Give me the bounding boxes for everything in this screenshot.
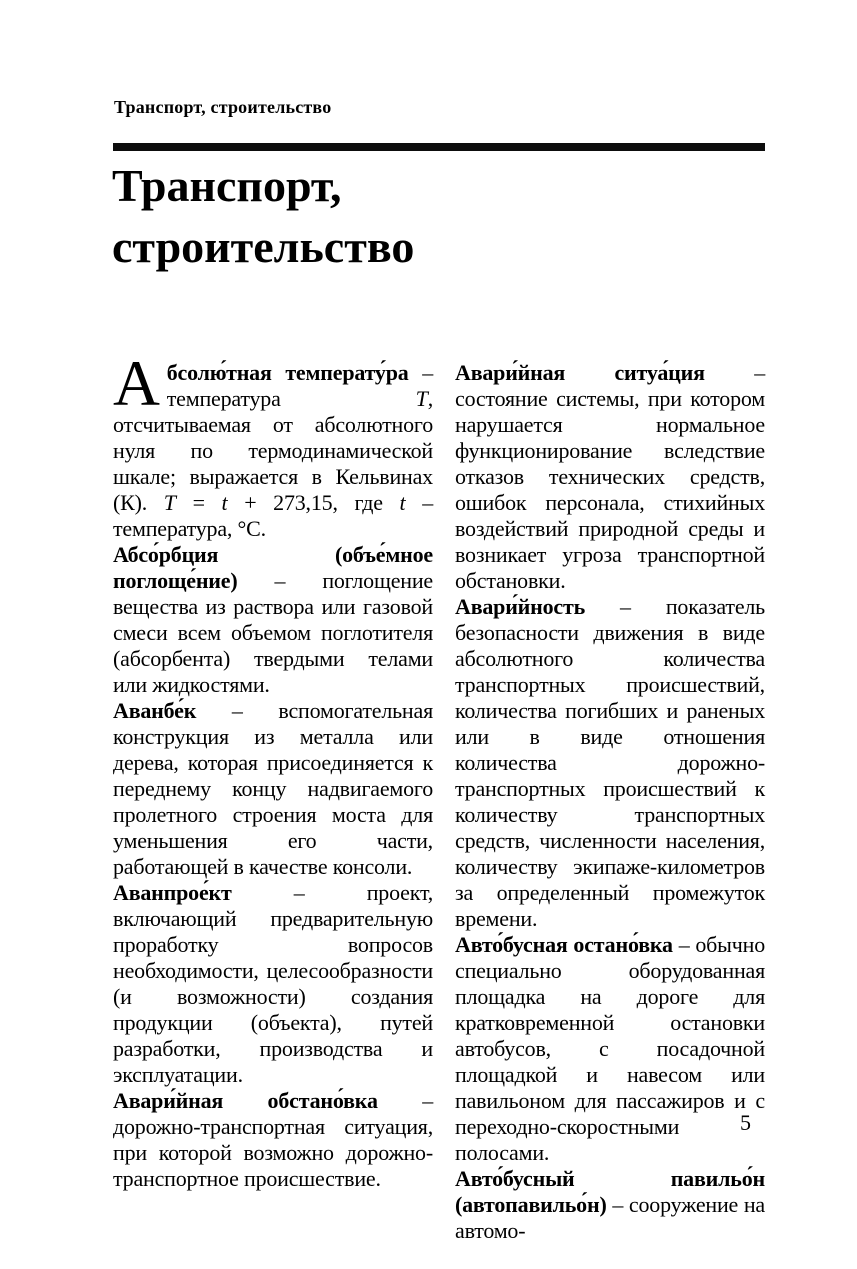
drop-cap: А <box>113 348 160 420</box>
entry-definition: проект, включающий предварительную проработку вопросов необходимости, целесообразности (и возможности) создания продукции (объекта), путей разработки, производства и эксплуатации. <box>113 880 433 1087</box>
dictionary-columns <box>113 348 765 1244</box>
entry-term: Авто́бусная остано́вка <box>455 932 673 957</box>
column-left <box>113 348 433 1244</box>
entry-term: Авари́йность <box>455 594 586 619</box>
entry-definition: вспомогательная конструкция из металла или дерева, которая присоединяется к переднему концу надвигаемого пролетного строения моста для уменьшения его части, работающей в качестве консоли. <box>113 698 433 879</box>
entry-definition: сооружение на автомо- <box>455 1192 765 1243</box>
dictionary-entry: Абсо́рбция (объе́мное поглоще́ние) – поглощение вещества из раствора или газовой смеси всем объемом поглотителя (абсорбента) твердыми телами или жидкостями. <box>113 542 433 697</box>
dictionary-entry: Аванбе́к – вспомогательная конструкция из металла или дерева, которая присоединяется к переднему концу надвигаемого пролетного строения моста для уменьшения его части, работающей в качестве консоли. <box>113 698 433 879</box>
entry-term: Авто́бусный павильо́н (автопавильо́н) <box>455 1166 765 1217</box>
column-right <box>455 360 765 1244</box>
dictionary-entry: Авто́бусная остано́вка – обычно специально оборудованная площадка на дороге для кратковременной остановки автобусов, с посадочной площадкой и навесом или павильоном для пассажиров и с переходно-скоростными полосами. <box>455 932 765 1165</box>
entry-definition: поглощение вещества из раствора или газовой смеси всем объемом поглотителя (абсорбента) твердыми телами или жидкостями. <box>113 568 433 697</box>
page-title-line-1: Транспорт, <box>112 160 342 211</box>
running-head: Транспорт, строительство <box>114 97 332 117</box>
entry-term: Абсо́рбция (объе́мное поглоще́ние) <box>113 542 433 593</box>
entry-definition: обычно специально оборудованная площадка на дороге для кратковременной остановки автобусов, с посадочной площадкой и навесом или павильоном для пассажиров и с переходно-скоростными полосами. <box>455 932 765 1165</box>
entry-definition: состояние системы, при котором нарушается нормальное функционирование вследствие отказов технических средств, ошибок персонала, стихийных воздействий природной среды и возникает угроза транспортной обстановки. <box>455 386 765 593</box>
dictionary-entry: Абсолю́тная температу́ра – температура T, отсчитываемая от абсолютного нуля по термодинамической шкале; выражается в Кельвинах (К). T = t + 273,15, где t – температура, °С. <box>113 348 433 541</box>
entry-term: Аванбе́к <box>113 698 197 723</box>
page-title-line-2: строительство <box>112 221 415 272</box>
dictionary-entry: Авари́йная ситуа́ция – состояние системы, при котором нарушается нормальное функционирование вследствие отказов технических средств, ошибок персонала, стихийных воздействий природной среды и возникает угроза транспортной обстановки. <box>455 360 765 593</box>
entry-definition: дорожно-транспортная ситуация, при которой возможно дорожно-транспортное происшествие. <box>113 1114 433 1191</box>
entry-term: бсолю́тная температу́ра <box>166 360 409 385</box>
section-divider <box>113 143 765 151</box>
page-number: 5 <box>740 1110 751 1135</box>
page-title <box>112 155 414 277</box>
dictionary-entry: Авари́йная обстано́вка – дорожно-транспортная ситуация, при которой возможно дорожно-транспортное происшествие. <box>113 1088 433 1191</box>
dictionary-entry: Аванпрое́кт – проект, включающий предварительную проработку вопросов необходимости, целесообразности (и возможности) создания продукции (объекта), путей разработки, производства и эксплуатации. <box>113 880 433 1087</box>
entry-term: Авари́йная ситуа́ция <box>455 360 705 385</box>
entry-term: Аванпрое́кт <box>113 880 232 905</box>
entry-definition: температура T, отсчитываемая от абсолютного нуля по термодинамической шкале; выражается в Кельвинах (К). T = t + 273,15, где t – температура, °С. <box>113 386 433 541</box>
entry-definition: показатель безопасности движения в виде абсолютного количества транспортных происшествий, количества погибших и раненых или в виде отношения количества дорожно-транспортных происшествий к количеству транспортных средств, численности населения, количеству экипаже-километров за определенный промежуток времени. <box>455 594 765 931</box>
dictionary-entry: Авто́бусный павильо́н (автопавильо́н) – сооружение на автомо- <box>455 1166 765 1243</box>
entry-term: Авари́йная обстано́вка <box>113 1088 378 1113</box>
dictionary-entry: Авари́йность – показатель безопасности движения в виде абсолютного количества транспортных происшествий, количества погибших и раненых или в виде отношения количества дорожно-транспортных происшествий к количеству транспортных средств, численности населения, количеству экипаже-километров за определенный промежуток времени. <box>455 594 765 931</box>
